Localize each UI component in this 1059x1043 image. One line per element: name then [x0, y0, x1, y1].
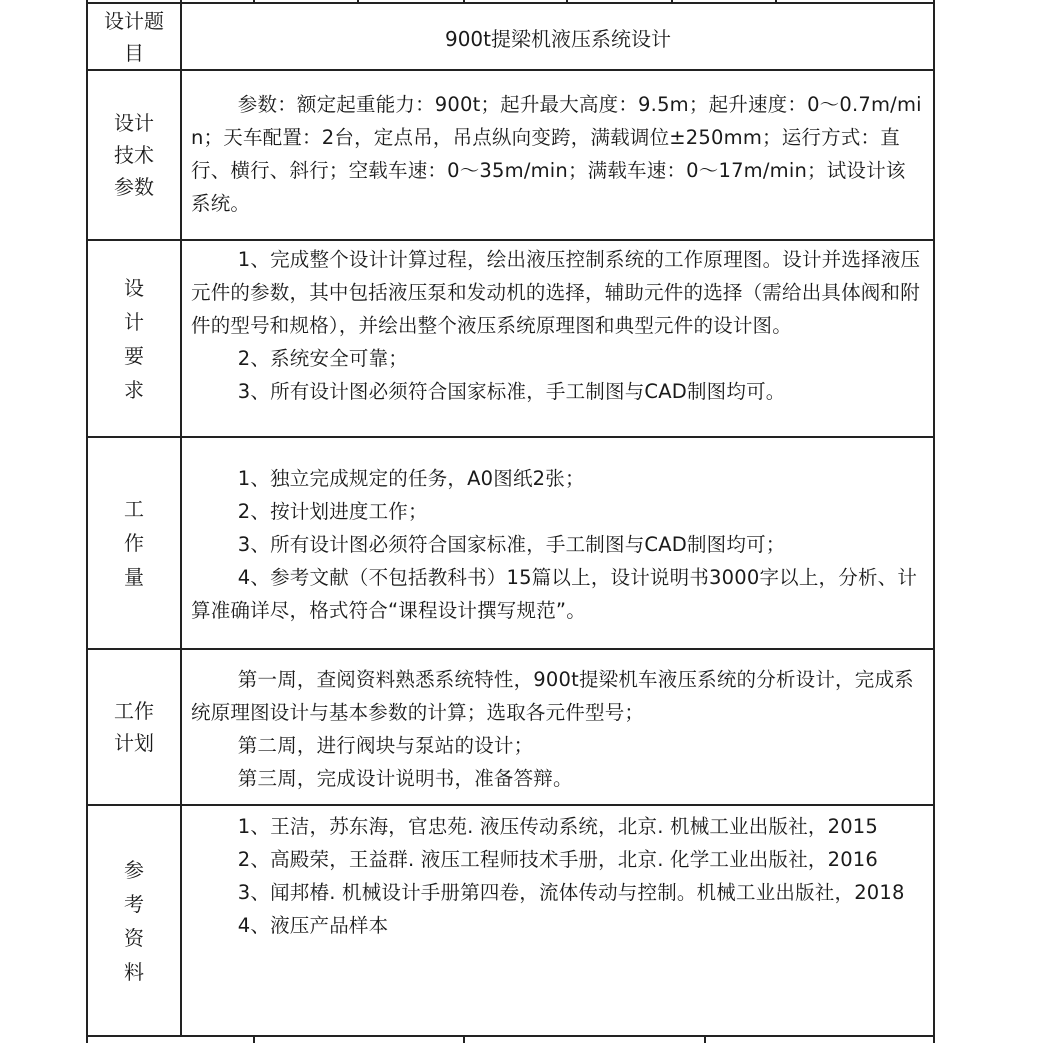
row-label-workload: 工 作 量	[124, 497, 144, 589]
column-divider	[180, 0, 182, 1036]
work-plan-item: 第二周，进行阀块与泵站的设计；	[237, 734, 534, 757]
work-plan-item: 第三周，完成设计说明书，准备答辩。	[237, 767, 573, 790]
row-divider	[86, 648, 935, 650]
tech-params-text: 参数：额定起重能力：900t；起升最大高度：9.5m；起升速度：0～0.7m/min；天车配置：2台，定点吊，吊点纵向变跨，满载调位±250mm；运行方式：直行、横行、斜行；空载车速：0～35m/min；满载车速：0～17m/min；试设计该系统。	[191, 93, 922, 215]
reference-item: 4、液压产品样本	[237, 914, 389, 937]
table-border-right	[933, 0, 935, 1043]
row-label-requirements: 设 计 要 求	[124, 275, 144, 402]
row-label-tech-params: 设计 技术 参数	[114, 111, 154, 199]
requirements-content	[191, 243, 923, 408]
row-label-design-title: 设计题 目	[104, 8, 164, 65]
work-plan-content	[191, 663, 923, 795]
requirement-item: 2、系统安全可靠；	[237, 347, 409, 370]
row-divider	[86, 436, 935, 438]
row-label-work-plan: 工作 计划	[114, 699, 154, 755]
workload-item: 4、参考文献（不包括教科书）15篇以上，设计说明书3000字以上，分析、计算准确详尽，格式符合“课程设计撰写规范”。	[191, 566, 918, 622]
workload-item: 2、按计划进度工作；	[237, 500, 428, 523]
reference-item: 2、高殿荣，王益群. 液压工程师技术手册，北京. 化学工业出版社，2016	[237, 848, 879, 871]
row-divider	[86, 804, 935, 806]
column-stub	[463, 1036, 465, 1043]
requirement-item: 3、所有设计图必须符合国家标准，手工制图与CAD制图均可。	[237, 380, 786, 403]
column-stub	[253, 1036, 255, 1043]
row-label-references: 参 考 资 料	[124, 857, 144, 984]
design-title: 900t提梁机液压系统设计	[444, 26, 671, 51]
row-divider	[86, 1035, 935, 1037]
requirement-item: 1、完成整个设计计算过程，绘出液压控制系统的工作原理图。设计并选择液压元件的参数，其中包括液压泵和发动机的选择，辅助元件的选择（需给出具体阀和附件的型号和规格），并绘出整个液压系统原理图和典型元件的设计图。	[191, 248, 921, 337]
workload-content	[191, 462, 923, 627]
row-divider	[86, 239, 935, 241]
references-content	[191, 810, 919, 942]
column-stub	[704, 1036, 706, 1043]
reference-item: 1、王洁，苏东海，官忠苑. 液压传动系统，北京. 机械工业出版社，2015	[237, 815, 879, 838]
reference-item: 3、闻邦椿. 机械设计手册第四卷，流体传动与控制。机械工业出版社，2018	[237, 881, 905, 904]
tech-params-content	[191, 88, 923, 220]
workload-item: 3、所有设计图必须符合国家标准，手工制图与CAD制图均可；	[237, 533, 786, 556]
work-plan-item: 第一周，查阅资料熟悉系统特性，900t提梁机车液压系统的分析设计，完成系统原理图设计与基本参数的计算；选取各元件型号；	[191, 668, 914, 724]
workload-item: 1、独立完成规定的任务，A0图纸2张；	[237, 467, 585, 490]
